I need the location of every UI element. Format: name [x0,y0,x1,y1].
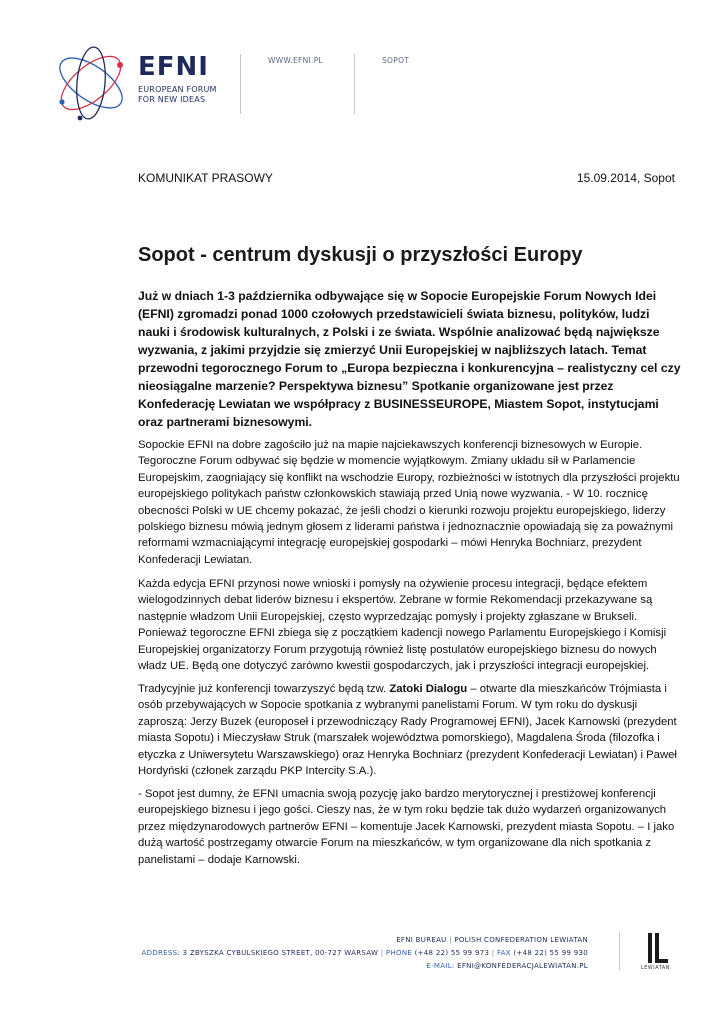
footer-separator: | [380,949,384,957]
paragraph-text: Tradycyjnie już konferencji towarzyszyć będą tzw. [138,683,390,695]
footer-divider [619,932,620,970]
website-link[interactable]: WWW.EFNI.PL [268,56,324,65]
article-lead: Już w dniach 1-3 października odbywające się w Sopocie Europejskie Forum Nowych Idei (EFNI) zgromadzi ponad 1000 czołowych przedstawicieli świata biznesu, polityków, ludzi nauki i środowisk kulturalnych, z Polski i ze świata. Wspólnie analizować będą największe wyzwania, z jakimi przyjdzie się zmierzyć Unii Europejskiej w najbliższych latach. Temat przewodni tegorocznego Forum to „Europa bezpieczna i konkurencyjna – realistyczny cel czy nieosiągalne marzenie? Perspektywa biznesu” Spotkanie organizowane jest przez Konfederację Lewiatan we współpracy z BUSINESSEUROPE, Miastem Sopot, instytucjami oraz partnerami biznesowymi. [138,289,681,429]
paragraph-text: – otwarte dla mieszkańców Trójmiasta i osób przebywających w Sopocie spotkania z wybranymi panelistami Forum. W tym roku do dyskusji zaproszą: Jerzy Buzek (europoseł i przewodniczący Rady Programowej EFNI), Jacek Karnowski (prezydent miasta Sopotu) i Mieczysław Struk (marszałek województwa pomorskiego), Magdalena Środa (filozofka i etyczka z Uniwersytetu Warszawskiego) oraz Henryka Bochniarz (prezydent Konfederacji Lewiatan) i Paweł Hordyński (członek zarządu PKP Intercity S.A.). [138,683,677,778]
footer-separator: | [449,936,452,944]
footer-org-2: POLISH CONFEDERATION LEWIATAN [454,936,588,944]
logo-subtitle-line-2: FOR NEW IDEAS [138,95,206,104]
logo-subtitle [138,85,217,105]
footer-phone: (+48 22) 55 99 973 [414,949,490,957]
footer-address: 3 ZBYSZKA CYBULSKIEGO STREET, 00-727 WARSAW [182,949,379,957]
footer-fax: (+48 22) 55 99 930 [513,949,588,957]
footer-email-link[interactable]: EFNI@KONFEDERACJALEWIATAN.PL [457,962,588,970]
header-city: SOPOT [382,56,410,65]
footer-email-line [426,962,588,970]
footer-email-label: E-MAIL: [426,962,455,970]
article-paragraph-1: Sopockie EFNI na dobre zagościło już na mapie najciekawszych konferencji biznesowych w Europie. Tegoroczne Forum odbywać się będzie w momencie wyjątkowym. Zmiany układu sił w Parlamencie Europejskim, zaogniający się konflikt na wschodzie Europy, rozbieżności w istotnych dla przyszłości projektu europejskiego politykach państw członkowskich stawiają przed Unią nowe wyzwania. - W 10. rocznicę obecności Polski w UE chcemy pokazać, że jeśli chodzi o kierunki rozwoju projektu europejskiego, liderzy polskiego biznesu mówią jednym głosem z liderami państwa i jednoznacznie opowiadają się za poważnymi reformami wzmacniającymi integrację europejskiej gospodarki – mówi Henryka Bochniarz, prezydent Konfederacji Lewiatan. [138,439,680,566]
footer-separator: | [491,949,495,957]
footer-fax-label: FAX [496,949,511,957]
footer-org-line [396,936,588,944]
efni-logo-icon [50,42,132,124]
page-footer [0,930,724,990]
logo-name: EFNI [138,52,209,82]
lewiatan-logo-text: LEWIATAN [641,966,670,971]
footer-phone-label: PHONE [385,949,413,957]
header-divider [354,54,355,114]
footer-address-line [142,949,588,957]
lewiatan-logo-icon [646,933,668,963]
logo-subtitle-line-1: EUROPEAN FORUM [138,85,217,94]
footer-address-label: ADDRESS: [141,949,181,957]
article-paragraph-2: Każda edycja EFNI przynosi nowe wnioski i pomysły na ożywienie procesu integracji, będące efektem wielogodzinnych debat liderów biznesu i ekspertów. Zebrane w formie Rekomendacji przekazywane są następnie władzom Unii Europejskiej, często wyprzedzając pomysły i projekty zgłaszane w Brukseli. Ponieważ tegoroczne EFNI zbiega się z początkiem kadencji nowego Parlamentu Europejskiego i Komisji Europejskiej organizatorzy Forum przygotują również listę postulatów europejskiego biznesu do nowych władz UE. Będą one dotyczyć zarówno kwestii gospodarczych, jak i przyszłości integracji europejskiej. [138,578,667,673]
article-title: Sopot - centrum dyskusji o przyszłości Europy [138,244,583,266]
header-divider [240,54,241,114]
article-paragraph-4: - Sopot jest dumny, że EFNI umacnia swoją pozycję jako bardzo merytorycznej i prestiżowej konferencji europejskiego biznesu i jego gości. Cieszy nas, że w tym roku będzie tak dużo wydarzeń organizowanych przez międzynarodowych partnerów EFNI – komentuje Jacek Karnowski, prezydent miasta Sopotu. – I jako dużą wartość postrzegamy otwarcie Forum na mieszkańców, w tym organizowane dla nich spotkania z panelistami – dodaje Karnowski. [138,788,675,866]
page-header [0,0,724,130]
press-release-date: 15.09.2014, Sopot [576,171,675,185]
zatoki-dialogu-bold: Zatoki Dialogu [389,683,468,695]
footer-org-1: EFNI BUREAU [396,936,447,944]
press-release-label: KOMUNIKAT PRASOWY [138,171,273,185]
article-paragraph-3 [138,681,683,779]
